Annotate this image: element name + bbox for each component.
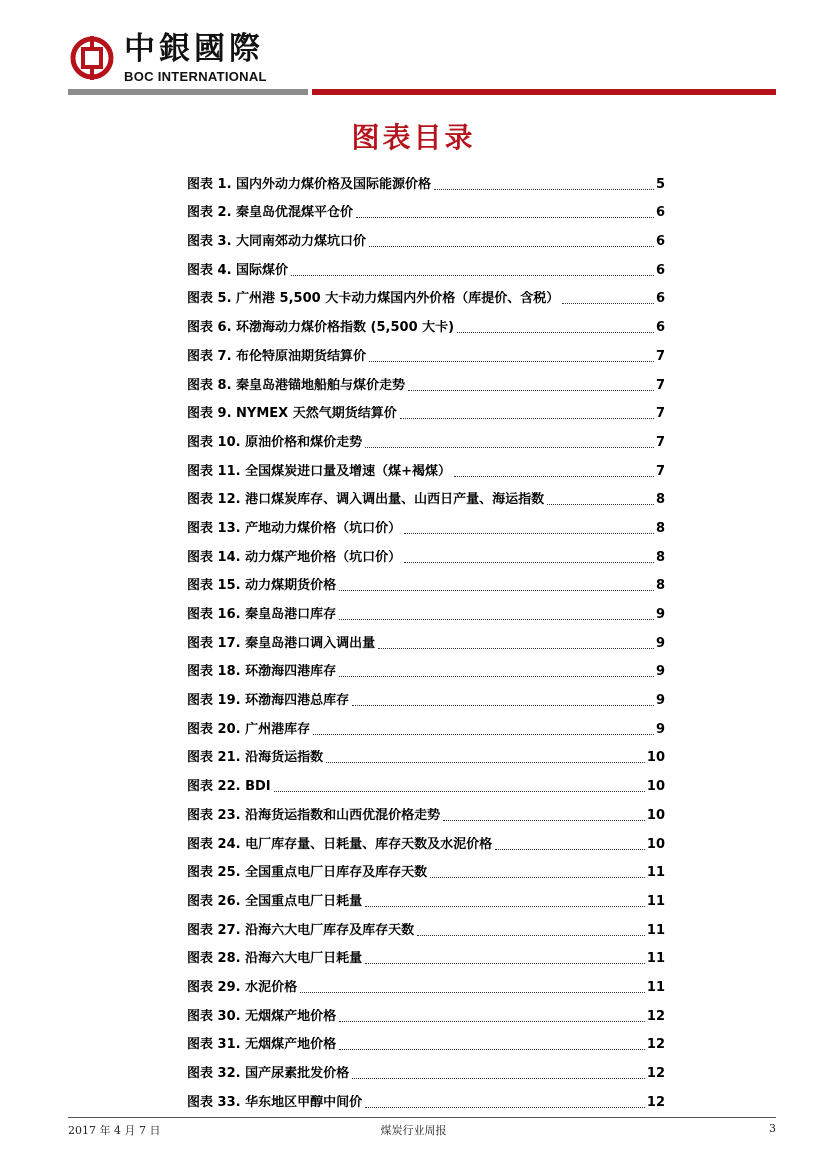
- toc-dot-leader: [562, 302, 654, 304]
- toc-entry-label[interactable]: 图表 26. 全国重点电厂日耗量: [187, 893, 363, 909]
- toc-entry[interactable]: [187, 1032, 665, 1061]
- toc-dot-leader: [457, 331, 654, 333]
- toc-entry-label[interactable]: 图表 30. 无烟煤产地价格: [187, 1008, 337, 1024]
- toc-entry-label[interactable]: 图表 33. 华东地区甲醇中间价: [187, 1094, 363, 1110]
- toc-dot-leader: [430, 876, 645, 878]
- toc-dot-leader: [352, 1077, 645, 1079]
- toc-entry-label[interactable]: 图表 24. 电厂库存量、日耗量、库存天数及水泥价格: [187, 836, 493, 852]
- toc-entry[interactable]: [187, 228, 665, 257]
- toc-entry-label[interactable]: 图表 25. 全国重点电厂日库存及库存天数: [187, 865, 428, 881]
- toc-entry-label[interactable]: 图表 23. 沿海货运指数和山西优混价格走势: [187, 807, 441, 823]
- toc-entry-page[interactable]: 9: [655, 721, 665, 737]
- toc-entry-label[interactable]: 图表 3. 大同南郊动力煤坑口价: [187, 234, 367, 250]
- toc-entry-page[interactable]: 9: [655, 693, 665, 709]
- toc-entry-page[interactable]: 9: [655, 607, 665, 622]
- toc-entry[interactable]: [187, 515, 665, 544]
- toc-dot-leader: [326, 761, 645, 763]
- toc-entry[interactable]: [187, 1060, 665, 1089]
- toc-entry-label[interactable]: 图表 31. 无烟煤产地价格: [187, 1037, 337, 1053]
- toc-entry-label[interactable]: 图表 18. 环渤海四港库存: [187, 664, 337, 680]
- footer-date: 2017 年 4 月 7 日: [68, 1124, 161, 1137]
- toc-dot-leader: [404, 561, 654, 563]
- toc-entry-page[interactable]: 8: [655, 520, 665, 536]
- toc-dot-leader: [369, 245, 654, 247]
- toc-entry-label[interactable]: 图表 1. 国内外动力煤价格及国际能源价格: [187, 176, 432, 192]
- toc-dot-leader: [313, 733, 654, 735]
- toc-entry-label[interactable]: 图表 14. 动力煤产地价格（坑口价）: [187, 549, 402, 565]
- toc-entry[interactable]: [187, 171, 665, 200]
- toc-entry-page[interactable]: 11: [646, 979, 665, 995]
- footer-report-name: 煤炭行业周报: [380, 1124, 447, 1137]
- toc-dot-leader: [274, 790, 645, 792]
- toc-dot-leader: [365, 962, 645, 964]
- toc-dot-leader: [300, 991, 645, 993]
- toc-entry-label[interactable]: 图表 7. 布伦特原油期货结算价: [187, 348, 367, 364]
- toc-entry[interactable]: [187, 745, 665, 774]
- toc-entry[interactable]: [187, 831, 665, 860]
- toc-entry-page[interactable]: 11: [646, 951, 665, 967]
- toc-dot-leader: [434, 188, 654, 190]
- toc-entry-page[interactable]: 6: [655, 262, 665, 278]
- toc-entry-label[interactable]: 图表 8. 秦皇岛港锚地船舶与煤价走势: [187, 377, 406, 393]
- toc-entry[interactable]: [187, 286, 665, 315]
- toc-entry-label[interactable]: 图表 15. 动力煤期货价格: [187, 578, 337, 594]
- toc-entry-label[interactable]: 图表 29. 水泥价格: [187, 979, 298, 995]
- toc-entry-page[interactable]: 11: [646, 865, 665, 881]
- toc-entry-page[interactable]: 8: [655, 549, 665, 565]
- toc-dot-leader: [454, 475, 654, 477]
- brand-name-chinese: 中銀國際: [124, 31, 264, 67]
- toc-entry-page[interactable]: 10: [646, 807, 665, 823]
- toc-dot-leader: [339, 1020, 645, 1022]
- toc-entry-page[interactable]: 6: [655, 205, 665, 221]
- toc-entry-label[interactable]: 图表 11. 全国煤炭进口量及增速（煤+褐煤）: [187, 463, 451, 479]
- toc-entry-page[interactable]: 5: [655, 176, 665, 192]
- toc-dot-leader: [408, 389, 654, 391]
- brand-name-english: BOC INTERNATIONAL: [124, 69, 267, 84]
- toc-entry[interactable]: [187, 487, 665, 516]
- toc-dot-leader: [356, 216, 654, 218]
- toc-entry[interactable]: [187, 630, 665, 659]
- toc-entry-page[interactable]: 7: [655, 377, 665, 393]
- toc-entry-label[interactable]: 图表 21. 沿海货运指数: [187, 750, 324, 766]
- toc-entry[interactable]: [187, 1003, 665, 1032]
- toc-dot-leader: [339, 1048, 645, 1050]
- toc-entry[interactable]: [187, 429, 665, 458]
- toc-entry[interactable]: [187, 946, 665, 975]
- table-of-figures: [187, 171, 665, 1118]
- toc-entry-page[interactable]: 12: [646, 1066, 665, 1081]
- toc-dot-leader: [365, 905, 645, 907]
- toc-entry-page[interactable]: 7: [655, 406, 665, 422]
- toc-entry-label[interactable]: 图表 5. 广州港 5,500 大卡动力煤国内外价格（库提价、含税）: [187, 291, 560, 307]
- page-header: [0, 0, 827, 100]
- toc-entry-label[interactable]: 图表 10. 原油价格和煤价走势: [187, 434, 363, 450]
- toc-entry[interactable]: [187, 544, 665, 573]
- toc-dot-leader: [495, 848, 645, 850]
- toc-dot-leader: [339, 675, 654, 677]
- toc-entry-label[interactable]: 图表 16. 秦皇岛港口库存: [187, 607, 337, 622]
- toc-dot-leader: [365, 446, 654, 448]
- toc-entry[interactable]: [187, 343, 665, 372]
- toc-entry[interactable]: [187, 601, 665, 630]
- footer-page-number: 3: [769, 1122, 776, 1135]
- toc-entry[interactable]: [187, 860, 665, 889]
- toc-entry[interactable]: [187, 917, 665, 946]
- toc-dot-leader: [378, 647, 654, 649]
- toc-entry-page[interactable]: 6: [655, 291, 665, 307]
- toc-entry-label[interactable]: 图表 17. 秦皇岛港口调入调出量: [187, 635, 376, 651]
- toc-entry-label[interactable]: 图表 12. 港口煤炭库存、调入调出量、山西日产量、海运指数: [187, 492, 545, 508]
- boc-logo-icon: [70, 36, 114, 80]
- toc-entry-page[interactable]: 12: [646, 1037, 665, 1053]
- toc-dot-leader: [547, 503, 654, 505]
- toc-entry-label[interactable]: 图表 22. BDI: [187, 779, 271, 795]
- toc-entry[interactable]: [187, 1089, 665, 1118]
- toc-entry[interactable]: [187, 974, 665, 1003]
- toc-entry-page[interactable]: 12: [646, 1008, 665, 1024]
- toc-dot-leader: [443, 819, 645, 821]
- toc-entry-label[interactable]: 图表 2. 秦皇岛优混煤平仓价: [187, 205, 354, 221]
- toc-entry-label[interactable]: 图表 20. 广州港库存: [187, 721, 311, 737]
- toc-entry-page[interactable]: 7: [655, 434, 665, 450]
- toc-entry[interactable]: [187, 257, 665, 286]
- toc-entry[interactable]: [187, 888, 665, 917]
- header-rule-grey: [68, 89, 308, 95]
- toc-entry[interactable]: [187, 314, 665, 343]
- toc-dot-leader: [352, 704, 654, 706]
- toc-entry-label[interactable]: 图表 19. 环渤海四港总库存: [187, 693, 350, 709]
- toc-entry[interactable]: [187, 372, 665, 401]
- toc-dot-leader: [291, 274, 654, 276]
- header-rule-red: [312, 89, 776, 95]
- toc-dot-leader: [339, 589, 654, 591]
- toc-entry[interactable]: [187, 802, 665, 831]
- toc-entry[interactable]: [187, 458, 665, 487]
- toc-dot-leader: [404, 532, 654, 534]
- toc-entry-page[interactable]: 10: [646, 836, 665, 852]
- toc-entry-page[interactable]: 10: [646, 779, 665, 795]
- toc-entry-page[interactable]: 8: [655, 578, 665, 594]
- toc-entry[interactable]: [187, 716, 665, 745]
- toc-entry-page[interactable]: 11: [646, 893, 665, 909]
- toc-entry[interactable]: [187, 687, 665, 716]
- toc-dot-leader: [417, 934, 645, 936]
- toc-entry-page[interactable]: 6: [655, 320, 665, 336]
- toc-entry-page[interactable]: 8: [655, 492, 665, 508]
- toc-entry-page[interactable]: 6: [655, 234, 665, 250]
- toc-entry[interactable]: [187, 659, 665, 688]
- toc-entry-label[interactable]: 图表 27. 沿海六大电厂库存及库存天数: [187, 922, 415, 938]
- toc-entry[interactable]: [187, 573, 665, 602]
- toc-entry[interactable]: [187, 401, 665, 430]
- toc-entry[interactable]: [187, 773, 665, 802]
- toc-entry-page[interactable]: 7: [655, 348, 665, 364]
- toc-entry-page[interactable]: 9: [655, 664, 665, 680]
- toc-entry-label[interactable]: 图表 6. 环渤海动力煤价格指数 (5,500 大卡): [187, 320, 455, 336]
- toc-entry-page[interactable]: 11: [646, 922, 665, 938]
- toc-entry-label[interactable]: 图表 9. NYMEX 天然气期货结算价: [187, 406, 397, 422]
- toc-dot-leader: [365, 1106, 645, 1108]
- toc-dot-leader: [400, 417, 654, 419]
- toc-entry-page[interactable]: 10: [646, 750, 665, 766]
- page-title: 图表目录: [351, 121, 476, 154]
- toc-entry-label[interactable]: 图表 28. 沿海六大电厂日耗量: [187, 951, 363, 967]
- toc-entry-label[interactable]: 图表 32. 国产尿素批发价格: [187, 1066, 350, 1081]
- toc-entry[interactable]: [187, 200, 665, 229]
- toc-entry-label[interactable]: 图表 13. 产地动力煤价格（坑口价）: [187, 520, 402, 536]
- toc-entry-page[interactable]: 7: [655, 463, 665, 479]
- toc-entry-page[interactable]: 9: [655, 635, 665, 651]
- toc-entry-label[interactable]: 图表 4. 国际煤价: [187, 262, 289, 278]
- toc-dot-leader: [369, 360, 654, 362]
- footer-rule: [68, 1117, 776, 1118]
- toc-dot-leader: [339, 618, 654, 620]
- toc-entry-page[interactable]: 12: [646, 1094, 665, 1110]
